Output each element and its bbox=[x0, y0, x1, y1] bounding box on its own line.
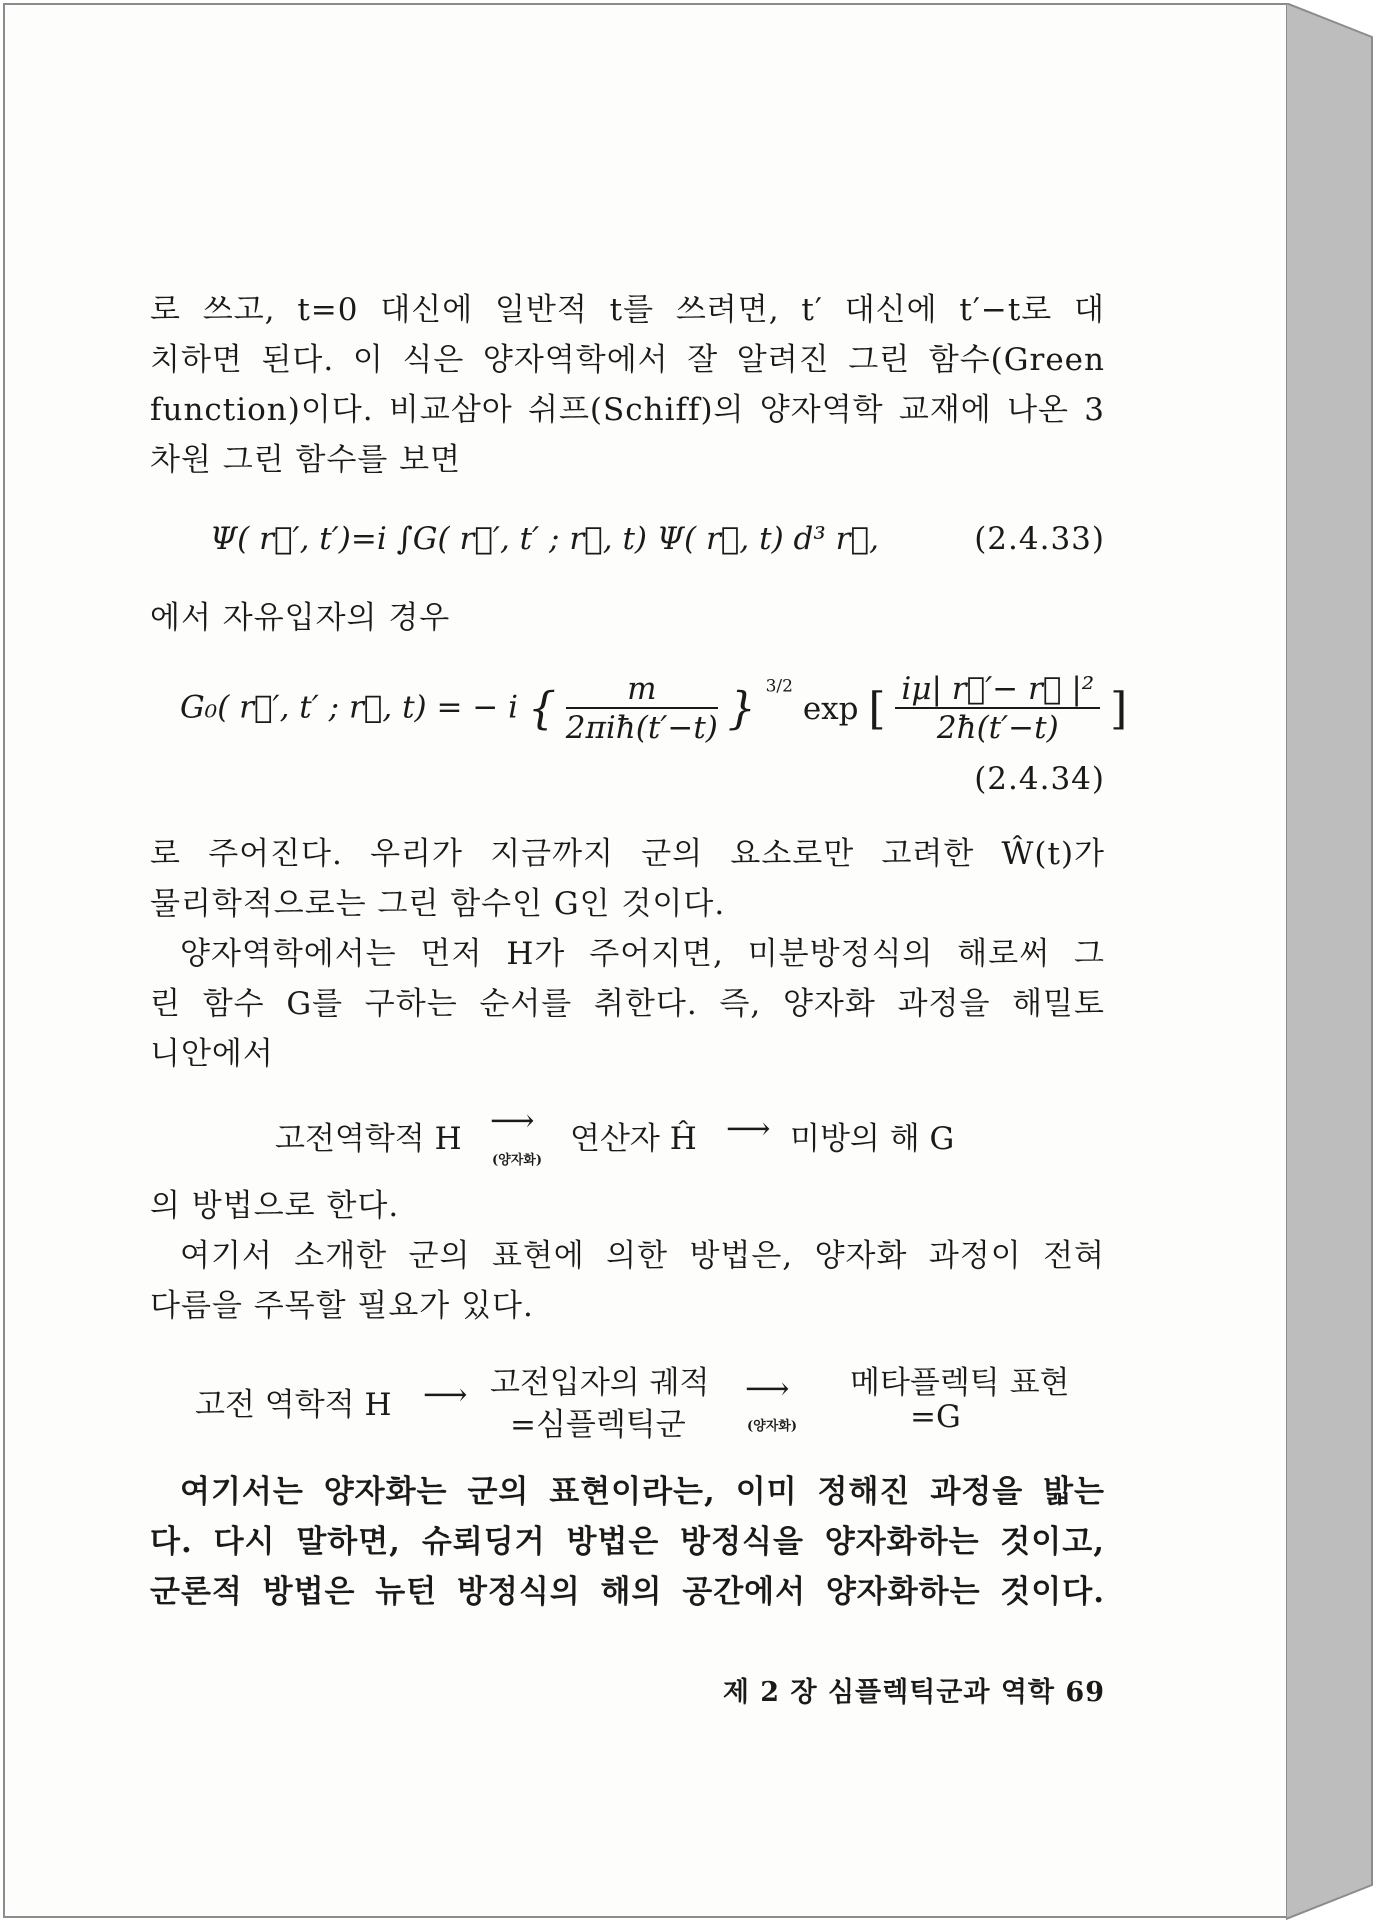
text-line: 린 함수 G를 구하는 순서를 취한다. 즉, 양자화 과정을 해밀토 bbox=[150, 986, 1105, 1022]
text-line: 니안에서 bbox=[150, 1036, 274, 1072]
flow-start: 고전역학적 H bbox=[275, 1121, 462, 1157]
flow-end-bottom: =G bbox=[910, 1399, 961, 1435]
text-line: 의 방법으로 한다. bbox=[150, 1188, 400, 1224]
flow-bottom: =심플렉틱군 bbox=[510, 1407, 686, 1443]
flow-top: 고전입자의 궤적 bbox=[490, 1365, 710, 1401]
page-text bbox=[150, 285, 1128, 1617]
text-line: 다. 다시 말하면, 슈뢰딩거 방법은 방정식을 양자화하는 것이고, bbox=[150, 1524, 1105, 1560]
page-footer: 제 2 장 심플렉틱군과 역학 69 bbox=[722, 1677, 1105, 1708]
text-line: function)이다. 비교삼아 쉬프(Schiff)의 양자역학 교재에 나온 3 bbox=[150, 392, 1105, 428]
text-line: 여기서는 양자화는 군의 표현이라는, 이미 정해진 과정을 밟는 bbox=[180, 1474, 1105, 1510]
exponent: 3/2 bbox=[765, 676, 793, 697]
text-line: 다름을 주목할 필요가 있다. bbox=[150, 1288, 534, 1324]
flow-arrow: ⟶ bbox=[423, 1377, 468, 1413]
fraction-exponent: $\frac{\text{iμ| r⃗′− r⃗ |²}}{2ħ(t'-t)}$ bbox=[895, 671, 1100, 747]
text-line: 에서 자유입자의 경우 bbox=[150, 600, 451, 636]
exp-function: exp bbox=[802, 691, 859, 727]
flow-mid: 연산자 Ĥ bbox=[570, 1121, 697, 1157]
equation-2-4-34: G₀( r⃗′, t′ ; r⃗, t) = − i { $\frac{m}{\text{2πiħ(t′−t)}}$ } $^{3/2}$ exp [ $\frac{\text{iμ| r⃗′− r⃗ |²}}{2ħ(t'-t)}$ ] (2.4.34) bbox=[180, 671, 1128, 797]
text-line: 물리학적으로는 그린 함수인 G인 것이다. bbox=[150, 886, 726, 922]
equation-body: Ψ( r⃗′, t′)=i ∫G( r⃗′, t′ ; r⃗, t) Ψ( r⃗, t) d³ r⃗, bbox=[210, 521, 879, 557]
flow-arrow-label: (양자화) bbox=[747, 1419, 797, 1434]
quantization-flow-2 bbox=[150, 1349, 1105, 1449]
text-line: 치하면 된다. 이 식은 양자역학에서 잘 알려진 그린 함수(Green bbox=[150, 342, 1105, 378]
quantization-flow-1 bbox=[150, 1097, 1105, 1181]
equation-number: (2.4.33) bbox=[974, 521, 1105, 557]
equation-lhs: G₀( r⃗′, t′ ; r⃗, t) = − i bbox=[180, 689, 519, 726]
flow-end: 미방의 해 G bbox=[790, 1121, 955, 1157]
text-line: 로 주어진다. 우리가 지금까지 군의 요소로만 고려한 Ŵ(t)가 bbox=[150, 836, 1105, 872]
equation-2-4-33 bbox=[150, 503, 1105, 575]
equation-number: (2.4.34) bbox=[974, 761, 1105, 797]
text-line: 차원 그린 함수를 보면 bbox=[150, 442, 462, 478]
text-line: 군론적 방법은 뉴턴 방정식의 해의 공간에서 양자화하는 것이다. bbox=[150, 1574, 1105, 1610]
flow-start: 고전 역학적 H bbox=[195, 1387, 392, 1423]
text-line: 양자역학에서는 먼저 H가 주어지면, 미분방정식의 해로써 그 bbox=[180, 936, 1105, 972]
flow-arrow-label: (양자화) bbox=[492, 1153, 542, 1168]
text-line: 여기서 소개한 군의 표현에 의한 방법은, 양자화 과정이 전혀 bbox=[180, 1238, 1105, 1274]
flow-arrow-2: ⟶ bbox=[726, 1111, 771, 1147]
text-line: 로 쓰고, t=0 대신에 일반적 t를 쓰려면, t′ 대신에 t′−t로 대 bbox=[150, 292, 1105, 328]
flow-end-top: 메타플렉틱 표현 bbox=[850, 1365, 1070, 1401]
flow-arrow: ⟶ bbox=[490, 1103, 535, 1139]
flow-arrow-2: ⟶ bbox=[745, 1371, 790, 1407]
fraction-mass: $\frac{m}{\text{2πiħ(t′−t)}}$ bbox=[565, 671, 718, 746]
